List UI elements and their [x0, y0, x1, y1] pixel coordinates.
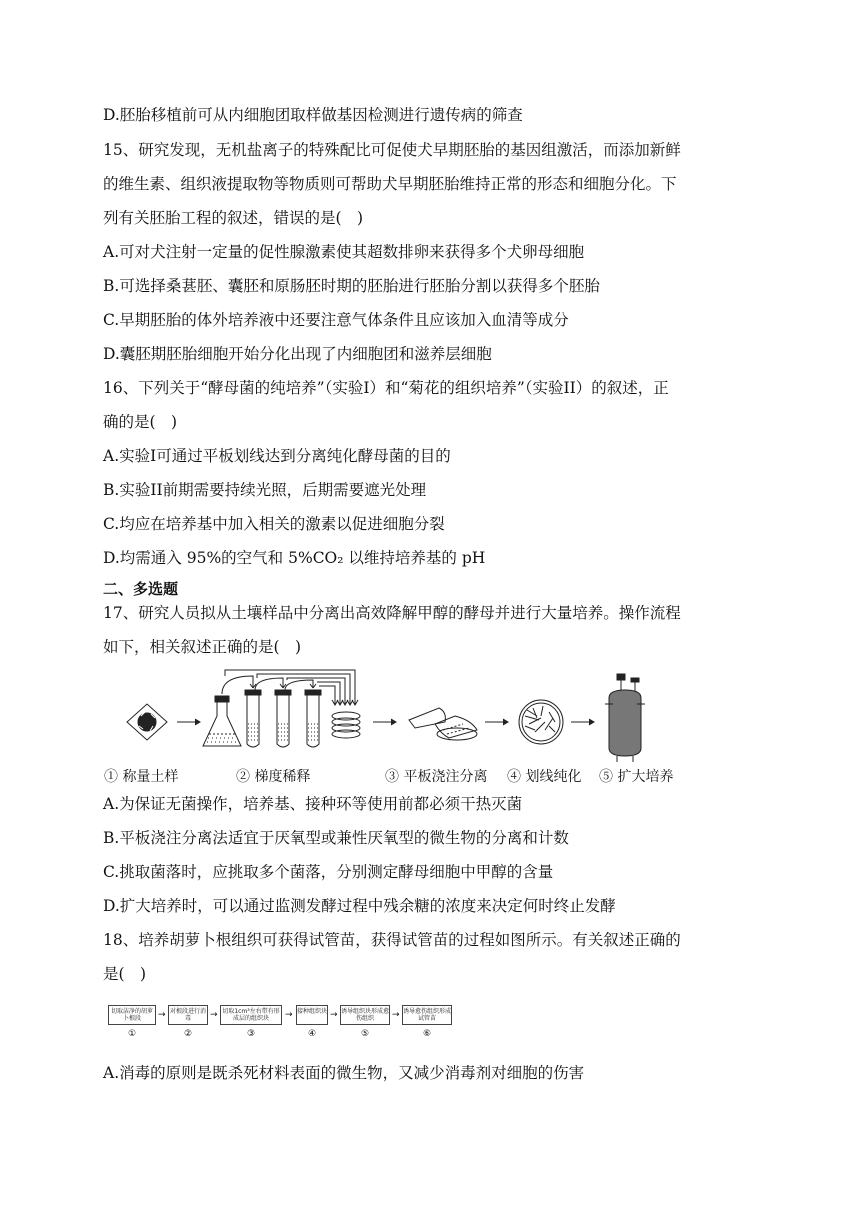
option-14d: D.胚胎移植前可从内细胞团取样做基因检测进行遗传病的筛查 [103, 106, 523, 124]
caption-step-4: ④ 划线纯化 [507, 769, 582, 785]
arrow-icon: → [210, 1010, 218, 1020]
option-15d: D.囊胚期胚胎细胞开始分化出现了内细胞团和滋养层细胞 [103, 345, 492, 363]
flow-num-5: ⑤ [361, 1029, 370, 1039]
yeast-isolation-figure [105, 664, 665, 764]
option-17a: A.为保证无菌操作，培养基、接种环等使用前都必须干热灭菌 [103, 795, 523, 813]
flow-step-4: 接种组织块 [296, 1005, 328, 1025]
flow-num-6: ⑥ [423, 1029, 432, 1039]
option-16a: A.实验I可通过平板划线达到分离纯化酵母菌的目的 [103, 447, 451, 465]
arrow-icon: → [392, 1010, 400, 1020]
arrow-icon: → [285, 1010, 293, 1020]
flow-num-2: ② [184, 1029, 193, 1039]
option-16c: C.均应在培养基中加入相关的激素以促进细胞分裂 [103, 515, 445, 533]
flow-step-6: 诱导愈伤组织形成试管苗 [402, 1005, 452, 1025]
flask-icon [203, 702, 241, 746]
caption-step-5: ⑤ 扩大培养 [599, 769, 674, 785]
option-15c: C.早期胚胎的体外培养液中还要注意气体条件且应该加入血清等成分 [103, 311, 569, 329]
arrow-icon: → [330, 1010, 338, 1020]
option-17b: B.平板浇注分离法适宜于厌氧型或兼性厌氧型的微生物的分离和计数 [103, 829, 569, 847]
question-16-line1: 16、下列关于“酵母菌的纯培养”（实验I）和“菊花的组织培养”（实验II）的叙述，正 [103, 379, 669, 397]
question-16-line2: 确的是( ) [103, 413, 178, 431]
flow-step-1: 切取洁净的胡萝卜根段 [108, 1005, 156, 1025]
fermenter-icon [605, 674, 645, 762]
option-15a: A.可对犬注射一定量的促性腺激素使其超数排卵来获得多个犬卵母细胞 [103, 243, 585, 261]
option-16b: B.实验II前期需要持续光照，后期需要遮光处理 [103, 481, 427, 499]
flow-step-5: 诱导组织块形成愈伤组织 [340, 1005, 390, 1025]
question-18-line2: 是( ) [103, 965, 147, 983]
option-17d: D.扩大培养时，可以通过监测发酵过程中残余糖的浓度来决定何时终止发酵 [103, 897, 616, 915]
flow-step-3: 切取1cm³左右带有形成层的组织块 [220, 1005, 282, 1025]
caption-step-1: ① 称量土样 [104, 769, 179, 785]
flow-num-1: ① [128, 1029, 137, 1039]
flow-num-4: ④ [308, 1029, 317, 1039]
option-18a: A.消毒的原则是既杀死材料表面的微生物，又减少消毒剂对细胞的伤害 [103, 1064, 585, 1082]
plates-stack-icon [332, 712, 360, 738]
caption-step-3: ③ 平板浇注分离 [385, 769, 488, 785]
flow-num-3: ③ [247, 1029, 256, 1039]
question-15-line2: 的维生素、组织液提取物等物质则可帮助犬早期胚胎维持正常的形态和细胞分化。下 [103, 175, 677, 193]
arrow-icon: → [158, 1010, 166, 1020]
question-17-line1: 17、研究人员拟从土壤样品中分离出高效降解甲醇的酵母并进行大量培养。操作流程 [103, 604, 681, 622]
flow-step-2: 对根段进行消毒 [168, 1005, 208, 1025]
question-18-line1: 18、培养胡萝卜根组织可获得试管苗，获得试管苗的过程如图所示。有关叙述正确的 [103, 931, 681, 949]
option-15b: B.可选择桑葚胚、囊胚和原肠胚时期的胚胎进行胚胎分割以获得多个胚胎 [103, 277, 600, 295]
section-heading: 二、多选题 [103, 580, 179, 598]
question-15-line3: 列有关胚胎工程的叙述，错误的是( ) [103, 209, 364, 227]
streak-plate-icon [519, 700, 563, 744]
question-17-line2: 如下，相关叙述正确的是( ) [103, 638, 302, 656]
question-15-line1: 15、研究发现，无机盐离子的特殊配比可促使犬早期胚胎的基因组激活，而添加新鲜 [103, 141, 681, 159]
option-17c: C.挑取菌落时，应挑取多个菌落，分别测定酵母细胞中甲醇的含量 [103, 863, 554, 881]
caption-step-2: ② 梯度稀释 [236, 769, 311, 785]
option-16d: D.均需通入 95%的空气和 5%CO₂ 以维持培养基的 pH [103, 549, 486, 567]
pour-plate-icon [409, 708, 445, 728]
test-tubes-icon [245, 690, 321, 747]
